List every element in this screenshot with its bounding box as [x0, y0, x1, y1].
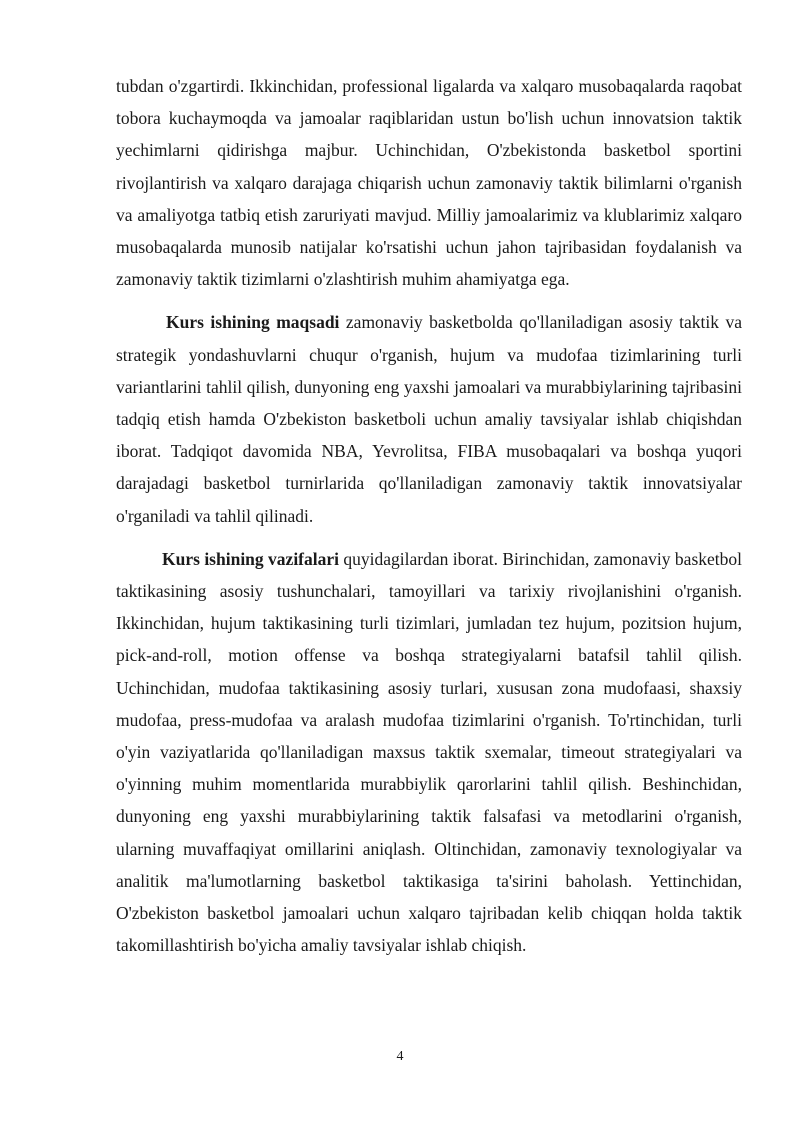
body-text: [116, 70, 742, 961]
paragraph-goal: [116, 306, 742, 531]
paragraph-continuation: tubdan o'zgartirdi. Ikkinchidan, professional ligalarda va xalqaro musobaqalarda raqobat tobora kuchaymoqda va jamoalar raqiblaridan ustun bo'lish uchun innovatsion taktik yechimlarni qidirishga majbur. Uchinchidan, O'zbekistonda basketbol sportini rivojlantirish va xalqaro darajaga chiqarish uchun zamonaviy taktik bilimlarni o'rganish va amaliyotga tatbiq etish zaruriyati mavjud. Milliy jamoalarimiz va klublarimiz xalqaro musobaqalarda munosib natijalar ko'rsatishi uchun jahon tajribasidan foydalanish va zamonaviy taktik tizimlarni o'zlashtirish muhim ahamiyatga ega.: [116, 76, 742, 290]
goal-heading: Kurs ishining maqsadi: [166, 312, 340, 333]
tasks-text: quyidagilardan iborat. Birinchidan, zamonaviy basketbol taktikasining asosiy tushunchalari, tamoyillari va tarixiy rivojlanishini o'rganish. Ikkinchidan, hujum taktikasining turli tizimlari, jumladan tez hujum, pozitsion hujum, pick-and-roll, motion offense va boshqa strategiyalarni batafsil tahlil qilish. Uchinchidan, mudofaa taktikasining asosiy turlari, xususan zona mudofaasi, shaxsiy mudofaa, press-mudofaa va aralash mudofaa tizimlarini o'rganish. To'rtinchidan, turli o'yin vaziyatlarida qo'llaniladigan maxsus taktik sxemalar, timeout strategiyalari va o'yinning muhim momentlarida murabbiylik qarorlarini tahlil qilish. Beshinchidan, dunyoning eng yaxshi murabbiylarining taktik falsafasi va metodlarini o'rganish, ularning muvaffaqiyat omillarini aniqlash. Oltinchidan, zamonaviy texnologiyalar va analitik ma'lumotlarning basketbol taktikasiga ta'sirini baholash. Yettinchidan, O'zbekiston basketbol jamoalari uchun xalqaro tajribadan kelib chiqqan holda taktik takomillashtirish bo'yicha amaliy tavsiyalar ishlab chiqish.: [116, 548, 742, 956]
goal-text: zamonaviy basketbolda qo'llaniladigan asosiy taktik va strategik yondashuvlarni chuqur o'rganish, hujum va mudofaa tizimlarining turli variantlarini tahlil qilish, dunyoning eng yaxshi jamoalari va murabbiylarining tajribasini tadqiq etish hamda O'zbekiston basketboli uchun amaliy tavsiyalar ishlab chiqishdan iborat. Tadqiqot davomida NBA, Yevrolitsa, FIBA musobaqalari va boshqa yuqori darajadagi basketbol turnirlarida qo'llaniladigan zamonaviy taktik innovatsiyalar o'rganiladi va tahlil qilinadi.: [116, 312, 743, 526]
paragraph-tasks: [116, 543, 742, 962]
tasks-heading: Kurs ishining vazifalari: [162, 548, 340, 569]
page-number: 4: [396, 1049, 404, 1064]
